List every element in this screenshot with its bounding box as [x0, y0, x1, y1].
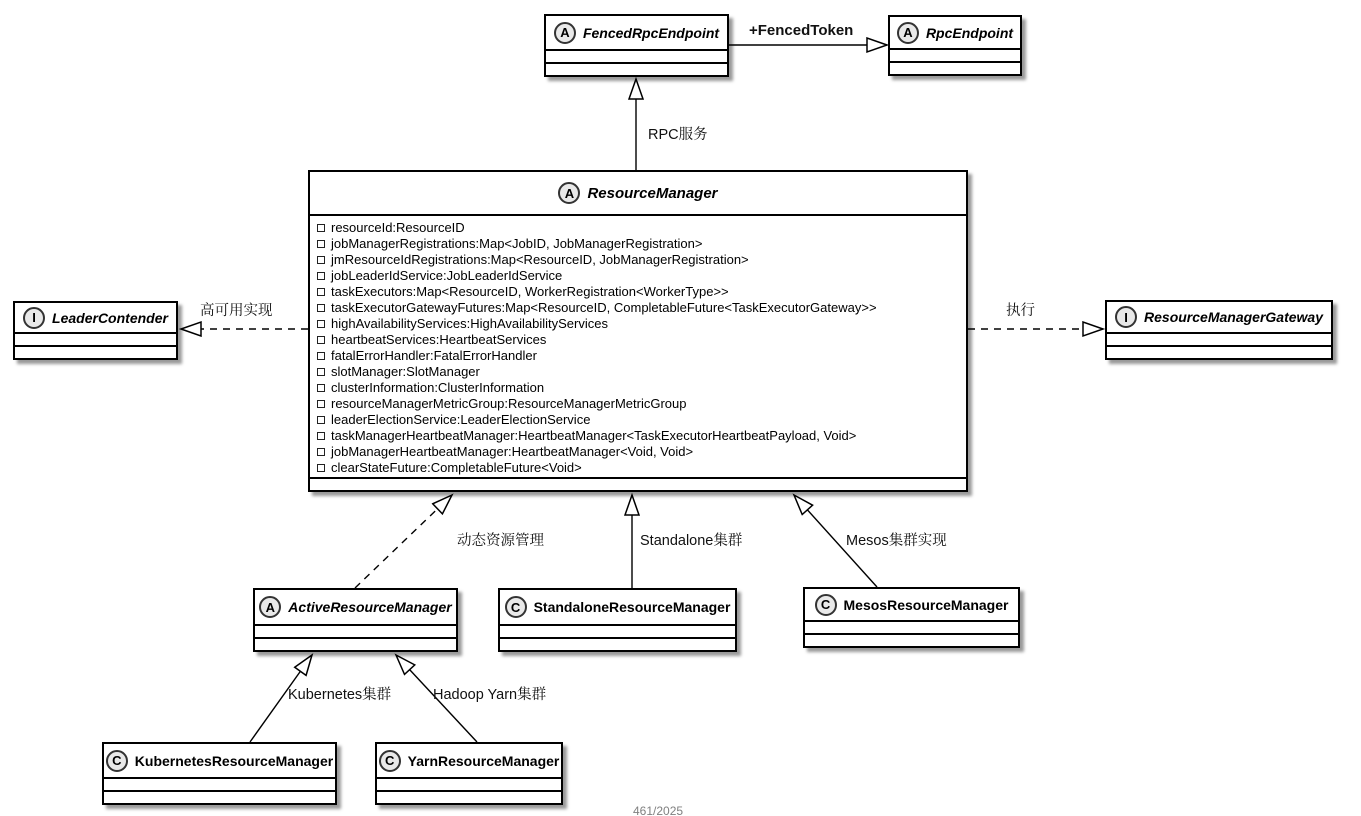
class-box-resource-manager: [308, 170, 968, 492]
attribute-text: heartbeatServices:HeartbeatServices: [331, 332, 547, 347]
class-icon: C: [106, 750, 128, 772]
edge-label-execute: 执行: [1006, 303, 1035, 319]
page-number: 461/2025: [633, 804, 684, 816]
field-square-icon: [317, 416, 325, 424]
class-box-kubernetes-resource-manager: [102, 742, 337, 805]
attribute-text: leaderElectionService:LeaderElectionService: [331, 412, 591, 427]
field-square-icon: [317, 352, 325, 360]
methods-compartment: [310, 477, 966, 490]
attribute-row: [317, 412, 962, 428]
field-square-icon: [317, 384, 325, 392]
field-square-icon: [317, 464, 325, 472]
field-square-icon: [317, 448, 325, 456]
attribute-row: [317, 332, 962, 348]
class-title: [890, 17, 1020, 48]
attribute-row: [317, 284, 962, 300]
attribute-text: resourceManagerMetricGroup:ResourceManagerMetricGroup: [331, 396, 687, 411]
attribute-row: [317, 380, 962, 396]
attribute-row: [317, 220, 962, 236]
class-title: [310, 172, 966, 214]
edge-label-standalone-cluster: Standalone集群: [640, 533, 743, 549]
field-square-icon: [317, 272, 325, 280]
attributes-compartment: [255, 624, 456, 637]
edge-label-ha-impl: 高可用实现: [200, 303, 273, 319]
field-square-icon: [317, 432, 325, 440]
class-box-resource-manager-gateway: [1105, 300, 1333, 360]
edge-label-mesos-cluster: Mesos集群实现: [846, 533, 947, 549]
class-name: RpcEndpoint: [925, 24, 1014, 41]
methods-compartment: [104, 790, 335, 803]
field-square-icon: [317, 288, 325, 296]
attributes-compartment: [377, 777, 561, 790]
edge-label-kubernetes-cluster: Kubernetes集群: [288, 687, 392, 703]
attributes-compartment: [546, 49, 727, 62]
field-square-icon: [317, 336, 325, 344]
attribute-row: [317, 236, 962, 252]
edge-label-rpc-service: RPC服务: [648, 127, 708, 143]
attribute-text: jobManagerHeartbeatManager:HeartbeatManager<Void, Void>: [331, 444, 694, 459]
class-title: [1107, 302, 1331, 332]
class-name: ActiveResourceManager: [288, 599, 452, 615]
attribute-row: [317, 428, 962, 444]
class-title: [546, 16, 727, 49]
field-square-icon: [317, 400, 325, 408]
class-box-yarn-resource-manager: [375, 742, 563, 805]
class-name: StandaloneResourceManager: [533, 599, 731, 615]
class-name: KubernetesResourceManager: [134, 752, 334, 769]
class-box-active-resource-manager: [253, 588, 458, 652]
attribute-row: [317, 300, 962, 316]
attribute-text: taskManagerHeartbeatManager:HeartbeatManager<TaskExecutorHeartbeatPayload, Void>: [331, 428, 857, 443]
attribute-text: jobLeaderIdService:JobLeaderIdService: [331, 268, 563, 283]
attributes-compartment: [1107, 332, 1331, 345]
field-square-icon: [317, 320, 325, 328]
attributes-compartment: [890, 48, 1020, 61]
attributes-compartment: [500, 624, 735, 637]
abstract-class-icon: A: [558, 182, 580, 204]
class-box-mesos-resource-manager: [803, 587, 1020, 648]
attribute-row: [317, 396, 962, 412]
field-square-icon: [317, 256, 325, 264]
attribute-text: taskExecutorGatewayFutures:Map<ResourceID, CompletableFuture<TaskExecutorGateway>>: [331, 300, 877, 315]
attribute-text: jmResourceIdRegistrations:Map<ResourceID, JobManagerRegistration>: [331, 252, 749, 267]
attribute-row: [317, 460, 962, 476]
class-box-leader-contender: [13, 301, 178, 360]
attribute-text: clearStateFuture:CompletableFuture<Void>: [331, 460, 582, 475]
class-box-rpc-endpoint: [888, 15, 1022, 76]
methods-compartment: [805, 633, 1018, 646]
attribute-text: highAvailabilityServices:HighAvailabilityServices: [331, 316, 608, 331]
class-icon: C: [815, 594, 837, 616]
class-name: ResourceManager: [587, 184, 718, 202]
attribute-text: taskExecutors:Map<ResourceID, WorkerRegistration<WorkerType>>: [331, 284, 729, 299]
methods-compartment: [546, 62, 727, 75]
attribute-text: resourceId:ResourceID: [331, 220, 465, 235]
class-title: [104, 744, 335, 777]
attribute-row: [317, 268, 962, 284]
attribute-row: [317, 364, 962, 380]
attribute-text: slotManager:SlotManager: [331, 364, 480, 379]
attribute-row: [317, 348, 962, 364]
methods-compartment: [500, 637, 735, 650]
edge-label-hadoop-yarn-cluster: Hadoop Yarn集群: [433, 687, 547, 703]
attribute-row: [317, 316, 962, 332]
attributes-compartment: [310, 214, 966, 477]
class-name: LeaderContender: [52, 309, 168, 326]
methods-compartment: [377, 790, 561, 803]
abstract-class-icon: A: [897, 22, 919, 44]
attributes-compartment: [15, 332, 176, 345]
field-square-icon: [317, 224, 325, 232]
class-icon: C: [379, 750, 401, 772]
attribute-row: [317, 252, 962, 268]
class-name: MesosResourceManager: [843, 596, 1009, 613]
class-title: [255, 590, 456, 624]
attributes-compartment: [104, 777, 335, 790]
abstract-class-icon: A: [554, 22, 576, 44]
class-name: YarnResourceManager: [407, 752, 560, 769]
class-title: [15, 303, 176, 332]
interface-icon: I: [1115, 306, 1137, 328]
interface-icon: I: [23, 307, 45, 329]
attribute-row: [317, 444, 962, 460]
field-square-icon: [317, 304, 325, 312]
class-icon: C: [505, 596, 527, 618]
attribute-text: fatalErrorHandler:FatalErrorHandler: [331, 348, 537, 363]
class-box-standalone-resource-manager: [498, 588, 737, 652]
attribute-text: clusterInformation:ClusterInformation: [331, 380, 545, 395]
class-title: [500, 590, 735, 624]
abstract-class-icon: A: [259, 596, 281, 618]
methods-compartment: [890, 61, 1020, 74]
methods-compartment: [255, 637, 456, 650]
attribute-text: jobManagerRegistrations:Map<JobID, JobManagerRegistration>: [331, 236, 703, 251]
class-title: [805, 589, 1018, 620]
class-name: FencedRpcEndpoint: [582, 24, 720, 41]
methods-compartment: [15, 345, 176, 358]
class-name: ResourceManagerGateway: [1144, 309, 1323, 325]
attributes-compartment: [805, 620, 1018, 633]
class-title: [377, 744, 561, 777]
class-box-fenced-rpc-endpoint: [544, 14, 729, 77]
field-square-icon: [317, 368, 325, 376]
edge-label-dynamic-resource: 动态资源管理: [457, 533, 544, 549]
edge-label-fenced-token: +FencedToken: [749, 22, 854, 39]
field-square-icon: [317, 240, 325, 248]
edge-activerm-to-resourcemanager: [355, 495, 452, 588]
methods-compartment: [1107, 345, 1331, 358]
